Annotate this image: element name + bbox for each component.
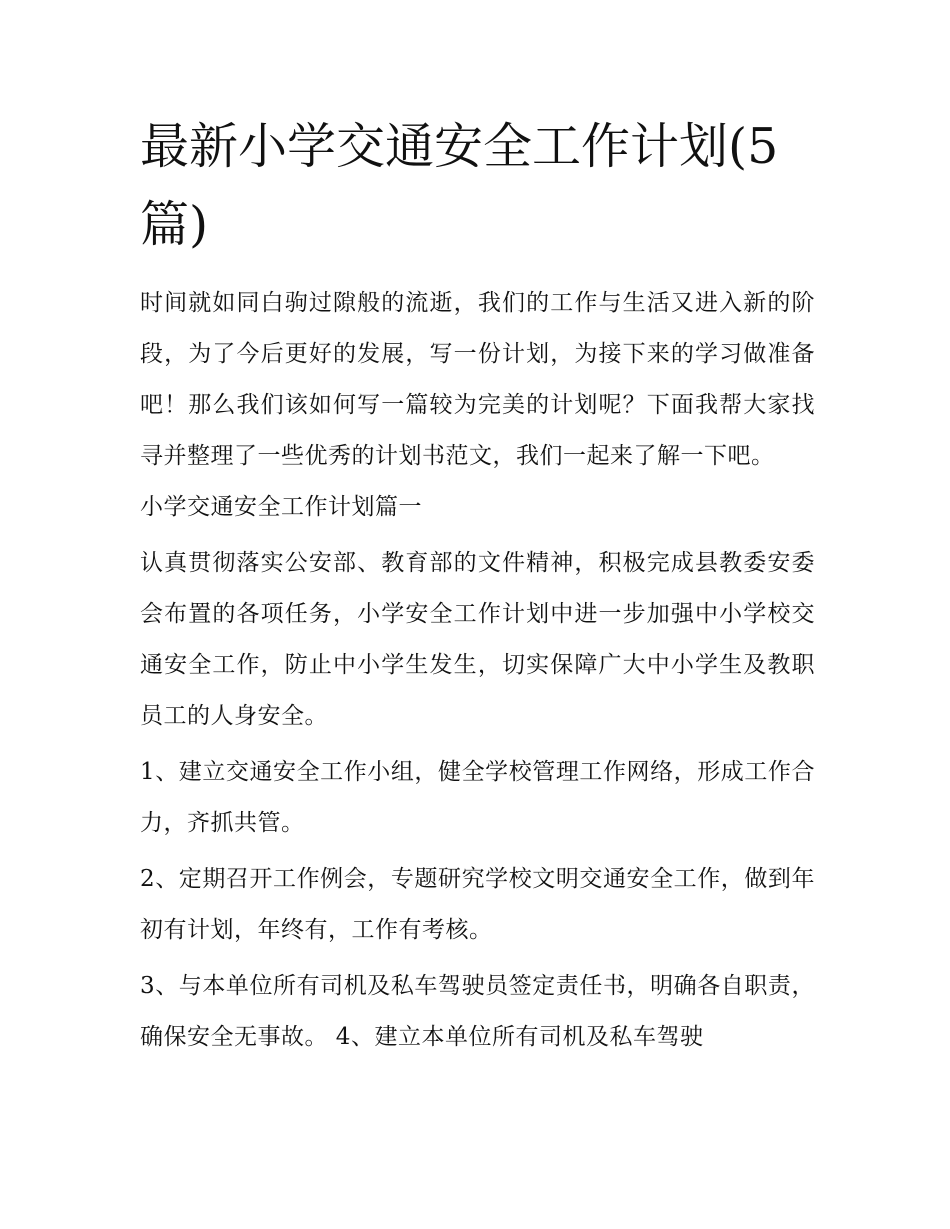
- body-paragraph: 认真贯彻落实公安部、教育部的文件精神，积极完成县教委安委会布置的各项任务，小学安全工作计划中进一步加强中小学校交通安全工作，防止中小学生发生，切实保障广大中小学生及教职员工的人身安全。: [140, 550, 815, 729]
- intro-paragraph: 时间就如同白驹过隙般的流逝，我们的工作与生活又进入新的阶段，为了今后更好的发展，写一份计划，为接下来的学习做准备吧！那么我们该如何写一篇较为完美的计划呢？下面我帮大家找寻并整理了一些优秀的计划书范文，我们一起来了解一下吧。: [140, 290, 815, 469]
- list-item-1: 1、建立交通安全工作小组，健全学校管理工作网络，形成工作合力，齐抓共管。: [140, 759, 815, 836]
- section-heading: 小学交通安全工作计划篇一: [140, 494, 422, 520]
- list-item-3: 3、与本单位所有司机及私车驾驶员签定责任书，明确各自职责，确保安全无事故。 4、建立本单位所有司机及私车驾驶: [140, 973, 815, 1050]
- list-item-2: 2、定期召开工作例会，专题研究学校文明交通安全工作，做到年初有计划，年终有，工作有考核。: [140, 866, 815, 943]
- document-body: [140, 108, 815, 1063]
- document-title: 最新小学交通安全工作计划(5篇): [140, 118, 779, 253]
